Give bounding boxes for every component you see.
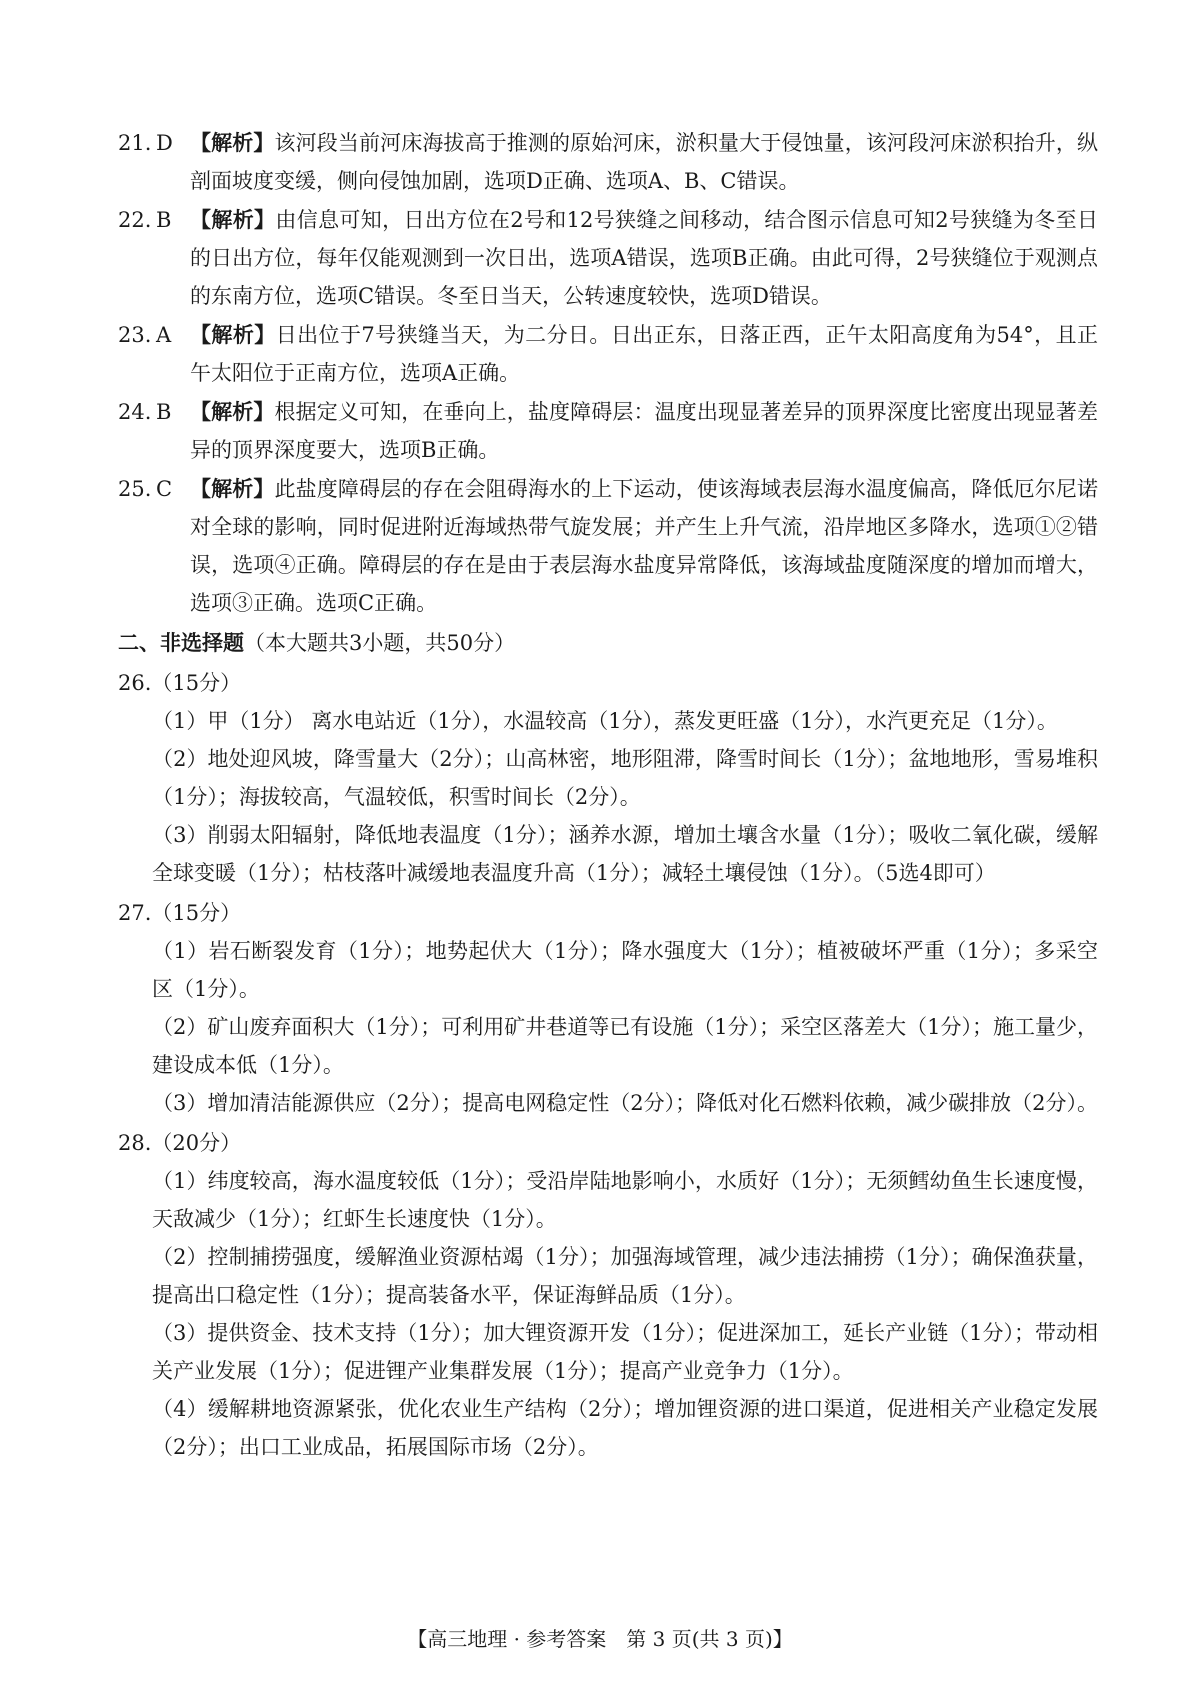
question-number: 25. — [118, 477, 152, 501]
analysis-text: 由信息可知，日出方位在2号和12号狭缝之间移动，结合图示信息可知2号狭缝为冬至日的日出方位，每年仅能观测到一次日出，选项A错误，选项B正确。由此可得，2号狭缝位于观测点的东南方位，选项C错误。冬至日当天，公转速度较快，选项D错误。 — [190, 208, 1098, 308]
question-28-part-3: （3）提供资金、技术支持（1分）；加大锂资源开发（1分）；促进深加工，延长产业链（1分）；带动相关产业发展（1分）；促进锂产业集群发展（1分）；提高产业竞争力（1分）。 — [152, 1321, 1098, 1383]
question-26-part-2: （2）地处迎风坡，降雪量大（2分）；山高林密，地形阻滞，降雪时间长（1分）；盆地地形，雪易堆积（1分）；海拔较高，气温较低，积雪时间长（2分）。 — [152, 747, 1098, 809]
answer-content — [118, 124, 1098, 1466]
section-note: （本大题共3小题，共50分） — [244, 631, 516, 655]
question-27-heading: 27.（15分） — [118, 901, 242, 925]
analysis-tag: 【解析】 — [190, 207, 276, 232]
question-28-part-1: （1）纬度较高，海水温度较低（1分）；受沿岸陆地影响小，水质好（1分）；无须鳕幼鱼生长速度慢，天敌减少（1分）；红虾生长速度快（1分）。 — [152, 1169, 1098, 1231]
answer-item-21 — [118, 124, 1098, 200]
question-28-part-2: （2）控制捕捞强度，缓解渔业资源枯竭（1分）；加强海域管理，减少违法捕捞（1分）；确保渔获量，提高出口稳定性（1分）；提高装备水平，保证海鲜品质（1分）。 — [152, 1245, 1098, 1307]
question-number: 24. — [118, 400, 152, 424]
answer-letter: D — [156, 131, 173, 155]
answer-letter: C — [156, 477, 173, 501]
answer-letter: B — [156, 400, 172, 424]
question-27-part-3: （3）增加清洁能源供应（2分）；提高电网稳定性（2分）；降低对化石燃料依赖，减少碳排放（2分）。 — [152, 1091, 1098, 1115]
question-26-part-3: （3）削弱太阳辐射，降低地表温度（1分）；涵养水源，增加土壤含水量（1分）；吸收二氧化碳，缓解全球变暖（1分）；枯枝落叶减缓地表温度升高（1分）；减轻土壤侵蚀（1分）。（5选4即可） — [152, 823, 1098, 885]
analysis-tag: 【解析】 — [190, 399, 275, 424]
question-26-part-1: （1）甲（1分） 离水电站近（1分），水温较高（1分），蒸发更旺盛（1分），水汽更充足（1分）。 — [152, 709, 1058, 733]
answer-item-25 — [118, 470, 1098, 622]
question-27-part-1: （1）岩石断裂发育（1分）；地势起伏大（1分）；降水强度大（1分）；植被破坏严重（1分）；多采空区（1分）。 — [152, 939, 1098, 1001]
question-27-part-2: （2）矿山废弃面积大（1分）；可利用矿井巷道等已有设施（1分）；采空区落差大（1分）；施工量少，建设成本低（1分）。 — [152, 1015, 1098, 1077]
question-28-part-4: （4）缓解耕地资源紧张，优化农业生产结构（2分）；增加锂资源的进口渠道，促进相关产业稳定发展（2分）；出口工业成品，拓展国际市场（2分）。 — [152, 1397, 1098, 1459]
analysis-tag: 【解析】 — [190, 130, 275, 155]
analysis-text: 日出位于7号狭缝当天，为二分日。日出正东，日落正西，正午太阳高度角为54°，且正午太阳位于正南方位，选项A正确。 — [190, 323, 1098, 385]
analysis-text: 根据定义可知，在垂向上，盐度障碍层：温度出现显著差异的顶界深度比密度出现显著差异的顶界深度要大，选项B正确。 — [190, 400, 1099, 462]
answer-item-22 — [118, 201, 1098, 315]
answer-letter: A — [156, 323, 172, 347]
section-title: 二、非选择题 — [118, 630, 244, 655]
analysis-tag: 【解析】 — [190, 322, 276, 347]
question-number: 21. — [118, 131, 152, 155]
question-26-heading: 26.（15分） — [118, 671, 242, 695]
page-footer: 【高三地理 · 参考答案 第 3 页(共 3 页)】 — [407, 1627, 793, 1651]
question-number: 22. — [118, 208, 152, 232]
analysis-text: 此盐度障碍层的存在会阻碍海水的上下运动，使该海域表层海水温度偏高，降低厄尔尼诺对全球的影响，同时促进附近海域热带气旋发展；并产生上升气流，沿岸地区多降水，选项①②错误，选项④正确。障碍层的存在是由于表层海水盐度异常降低，该海域盐度随深度的增加而增大，选项③正确。选项C正确。 — [190, 477, 1099, 615]
analysis-text: 该河段当前河床海拔高于推测的原始河床，淤积量大于侵蚀量，该河段河床淤积抬升，纵剖面坡度变缓，侧向侵蚀加剧，选项D正确、选项A、B、C错误。 — [190, 131, 1099, 193]
section-heading — [118, 624, 1098, 662]
answer-letter: B — [156, 208, 172, 232]
question-number: 23. — [118, 323, 152, 347]
answer-item-23 — [118, 316, 1098, 392]
question-28-heading: 28.（20分） — [118, 1131, 242, 1155]
analysis-tag: 【解析】 — [190, 476, 275, 501]
answer-item-24 — [118, 393, 1098, 469]
